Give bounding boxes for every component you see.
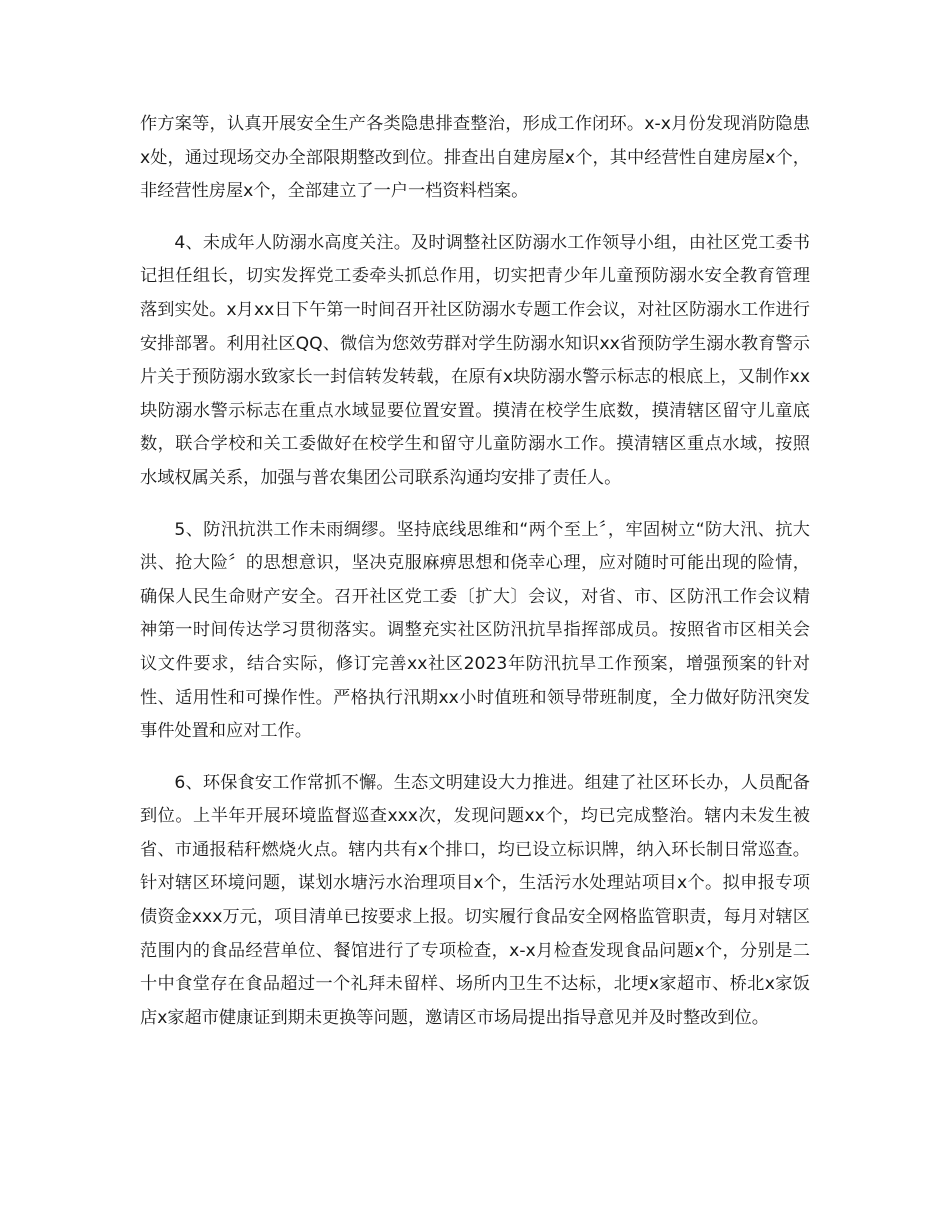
paragraph-item-4-drowning-prevention: 4、未成年人防溺水高度关注。及时调整社区防溺水工作领导小组，由社区党工委书记担任组长，切实发挥党工委牵头抓总作用，切实把青少年儿童预防溺水安全教育管理落到实处。x月xx日下午第一时间召开社区防溺水专题工作会议，对社区防溺水工作进行安排部署。利用社区QQ、微信为您效劳群对学生防溺水知识xx省预防学生溺水教育警示片关于预防溺水致家长一封信转发转载，在原有x块防溺水警示标志的根底上，又制作xx块防溺水警示标志在重点水域显要位置安置。摸清在校学生底数，摸清辖区留守儿童底数，联合学校和关工委做好在校学生和留守儿童防溺水工作。摸清辖区重点水域，按照水域权属关系，加强与普农集团公司联系沟通均安排了责任人。 <box>140 232 810 488</box>
document-body <box>140 108 810 1053</box>
paragraph-continuation: 作方案等，认真开展安全生产各类隐患排查整治，形成工作闭环。x-x月份发现消防隐患x处，通过现场交办全部限期整改到位。排查出自建房屋x个，其中经营性自建房屋x个，非经营性房屋x个，全部建立了一户一档资料档案。 <box>140 114 810 202</box>
paragraph-item-5-flood-control: 5、防汛抗洪工作未雨绸缪。坚持底线思维和“两个至上〞，牢固树立“防大汛、抗大洪、抢大险〞的思想意识，坚决克服麻痹思想和侥幸心理，应对随时可能出现的险情，确保人民生命财产安全。召开社区党工委〔扩大〕会议，对省、市、区防汛工作会议精神第一时间传达学习贯彻落实。调整充实社区防汛抗旱指挥部成员。按照省市区相关会议文件要求，结合实际，修订完善xx社区2023年防汛抗旱工作预案，增强预案的针对性、适用性和可操作性。严格执行汛期xx小时值班和领导带班制度，全力做好防汛突发事件处置和应对工作。 <box>140 519 810 742</box>
paragraph-item-6-environment-food-safety: 6、环保食安工作常抓不懈。生态文明建设大力推进。组建了社区环长办，人员配备到位。上半年开展环境监督巡查xxx次，发现问题xx个，均已完成整治。辖内未发生被省、市通报秸秆燃烧火点。辖内共有x个排口，均已设立标识牌，纳入环长制日常巡查。针对辖区环境问题，谋划水塘污水治理项目x个，生活污水处理站项目x个。拟申报专项债资金xxx万元，项目清单已按要求上报。切实履行食品安全网格监管职责，每月对辖区范围内的食品经营单位、餐馆进行了专项检查，x-x月检查发现食品问题x个，分别是二十中食堂存在食品超过一个礼拜未留样、场所内卫生不达标，北埂x家超市、桥北x家饭店x家超市健康证到期未更换等问题，邀请区市场局提出指导意见并及时整改到位。 <box>140 772 810 1028</box>
